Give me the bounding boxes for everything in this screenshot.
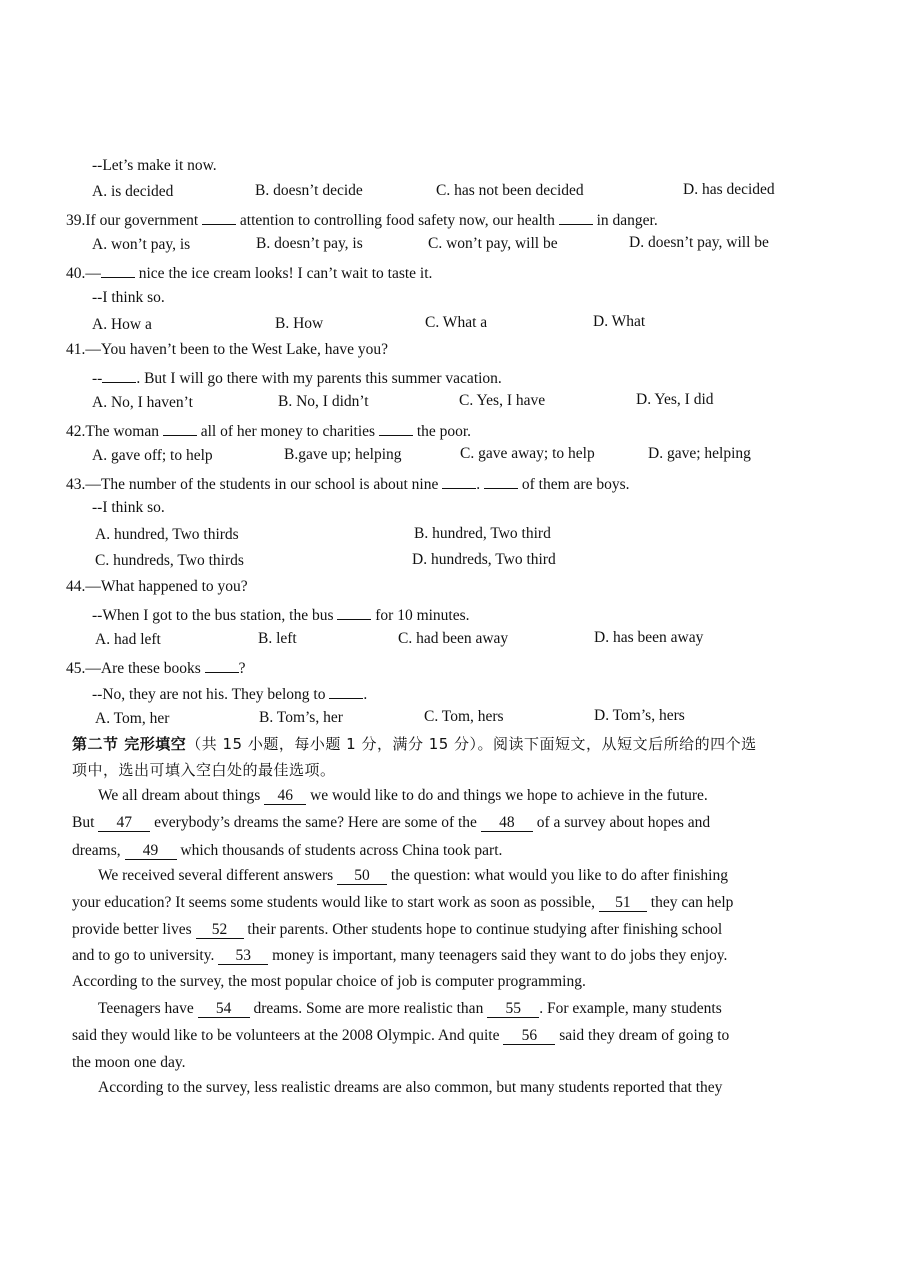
q39-question: 39.If our government attention to controlling food safety now, our health in danger. xyxy=(66,208,658,231)
q38-option-d: D. has decided xyxy=(683,181,775,198)
cloze-blank-47: 47 xyxy=(98,814,150,832)
passage-p1-line3: dreams, 49 which thousands of students across China took part. xyxy=(72,842,503,859)
q45-option-b: B. Tom’s, her xyxy=(259,709,343,726)
passage-p1-line1: We all dream about things 46 we would like to do and things we hope to achieve in the future. xyxy=(98,787,708,804)
q40-option-a: A. How a xyxy=(92,316,152,333)
q41-response: -- . But I will go there with my parents this summer vacation. xyxy=(92,366,502,389)
section2-heading xyxy=(72,734,757,754)
cloze-blank-54: 54 xyxy=(198,1000,250,1018)
q45-option-d: D. Tom’s, hers xyxy=(594,707,685,724)
q41-option-b: B. No, I didn’t xyxy=(278,393,369,410)
answer-blank xyxy=(559,208,593,225)
cloze-blank-53: 53 xyxy=(218,947,268,965)
q41-option-a: A. No, I haven’t xyxy=(92,394,193,411)
answer-blank xyxy=(484,472,518,489)
cloze-blank-56: 56 xyxy=(503,1027,555,1045)
q43-answer: --I think so. xyxy=(92,499,165,516)
q45-option-c: C. Tom, hers xyxy=(424,708,504,725)
q40-question: 40.— nice the ice cream looks! I can’t wait to taste it. xyxy=(66,261,432,284)
q39-option-c: C. won’t pay, will be xyxy=(428,235,558,252)
q38-answer: --Let’s make it now. xyxy=(92,157,217,174)
q42-option-c: C. gave away; to help xyxy=(460,445,595,462)
q44-option-c: C. had been away xyxy=(398,630,509,647)
q39-option-a: A. won’t pay, is xyxy=(92,236,191,253)
q42-option-b: B.gave up; helping xyxy=(284,446,402,463)
passage-p3-line2: said they would like to be volunteers at the 2008 Olympic. And quite 56 said they dream of going to xyxy=(72,1027,730,1044)
q41-question: 41.—You haven’t been to the West Lake, have you? xyxy=(66,341,389,358)
q38-option-c: C. has not been decided xyxy=(436,182,584,199)
cloze-blank-46: 46 xyxy=(264,787,306,805)
section2-instructions: （共 15 小题，每小题 1 分，满分 15 分）。阅读下面短文，从短文后所给的四个选 xyxy=(186,735,757,753)
answer-blank xyxy=(205,656,239,673)
q38-option-b: B. doesn’t decide xyxy=(255,182,363,199)
q43-option-b: B. hundred, Two third xyxy=(414,525,551,542)
q45-response: --No, they are not his. They belong to . xyxy=(92,682,367,705)
cloze-blank-55: 55 xyxy=(487,1000,539,1018)
q44-option-b: B. left xyxy=(258,630,297,647)
answer-blank xyxy=(442,472,476,489)
passage-p2-line4: and to go to university. 53 money is important, many teenagers said they want to do jobs they enjoy. xyxy=(72,947,728,964)
q41-option-c: C. Yes, I have xyxy=(459,392,546,409)
section2-title: 第二节 完形填空 xyxy=(72,735,187,753)
q40-option-c: C. What a xyxy=(425,314,488,331)
cloze-blank-49: 49 xyxy=(125,842,177,860)
q43-option-a: A. hundred, Two thirds xyxy=(95,526,239,543)
q40-option-b: B. How xyxy=(275,315,324,332)
section2-instructions-cont: 项中，选出可填入空白处的最佳选项。 xyxy=(72,761,336,779)
answer-blank xyxy=(101,261,135,278)
answer-blank xyxy=(329,682,363,699)
q43-option-d: D. hundreds, Two third xyxy=(412,551,556,568)
q39-option-b: B. doesn’t pay, is xyxy=(256,235,363,252)
q42-question: 42.The woman all of her money to charities the poor. xyxy=(66,419,471,442)
q41-option-d: D. Yes, I did xyxy=(636,391,714,408)
answer-blank xyxy=(379,419,413,436)
passage-p2-line1: We received several different answers 50 the question: what would you like to do after finishing xyxy=(98,867,728,884)
q44-option-a: A. had left xyxy=(95,631,161,648)
q40-answer: --I think so. xyxy=(92,289,165,306)
cloze-blank-48: 48 xyxy=(481,814,533,832)
answer-blank xyxy=(337,603,371,620)
cloze-blank-50: 50 xyxy=(337,867,387,885)
q43-question: 43.—The number of the students in our school is about nine . of them are boys. xyxy=(66,472,629,495)
cloze-blank-51: 51 xyxy=(599,894,647,912)
q40-option-d: D. What xyxy=(593,313,646,330)
passage-p1-line2: But 47 everybody’s dreams the same? Here are some of the 48 of a survey about hopes and xyxy=(72,814,711,831)
q39-option-d: D. doesn’t pay, will be xyxy=(629,234,769,251)
passage-p4-line1: According to the survey, less realistic dreams are also common, but many students reported that they xyxy=(98,1079,723,1096)
q43-option-c: C. hundreds, Two thirds xyxy=(95,552,244,569)
q38-option-a: A. is decided xyxy=(92,183,174,200)
answer-blank xyxy=(202,208,236,225)
answer-blank xyxy=(102,366,136,383)
passage-p2-line5: According to the survey, the most popular choice of job is computer programming. xyxy=(72,973,586,990)
passage-p3-line3: the moon one day. xyxy=(72,1054,186,1071)
passage-p3-line1: Teenagers have 54 dreams. Some are more realistic than 55 . For example, many students xyxy=(98,1000,722,1017)
passage-p2-line2: your education? It seems some students would like to start work as soon as possible, 51 they can help xyxy=(72,894,734,911)
q44-response: --When I got to the bus station, the bus for 10 minutes. xyxy=(92,603,470,626)
answer-blank xyxy=(163,419,197,436)
q44-option-d: D. has been away xyxy=(594,629,704,646)
q45-option-a: A. Tom, her xyxy=(95,710,170,727)
cloze-blank-52: 52 xyxy=(196,921,244,939)
q42-option-d: D. gave; helping xyxy=(648,445,751,462)
q44-question: 44.—What happened to you? xyxy=(66,578,248,595)
q42-option-a: A. gave off; to help xyxy=(92,447,213,464)
passage-p2-line3: provide better lives 52 their parents. Other students hope to continue studying after finishing school xyxy=(72,921,723,938)
q45-question: 45.—Are these books ? xyxy=(66,656,246,679)
